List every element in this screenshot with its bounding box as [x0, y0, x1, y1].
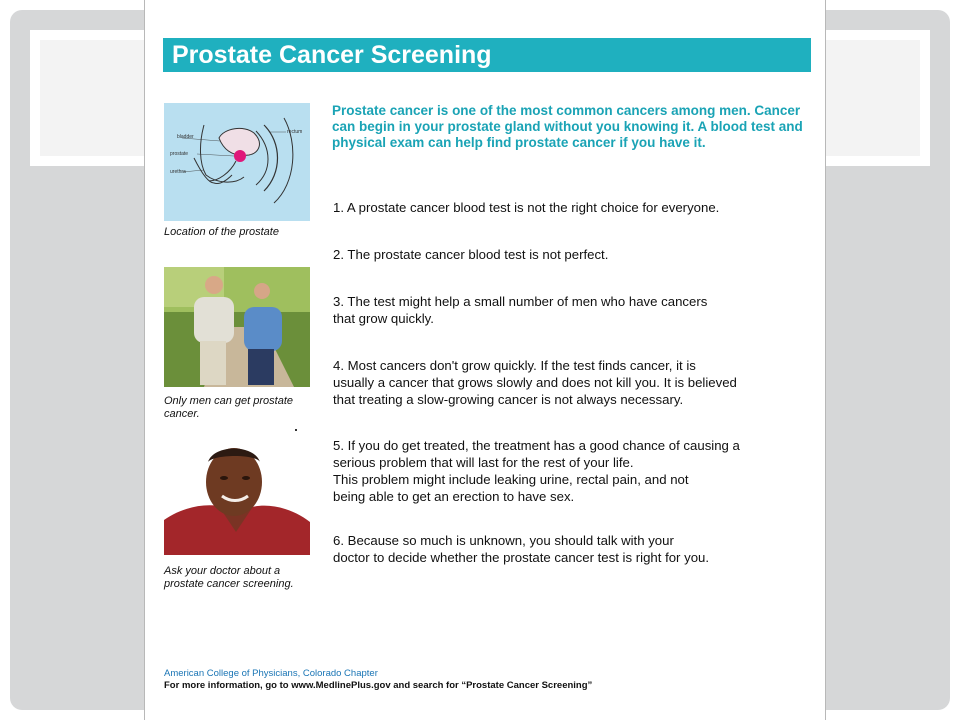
point-line: This problem might include leaking urine, rectal pain, and not: [333, 472, 689, 487]
point-3: [333, 293, 813, 327]
men-walking-illustration: [164, 267, 310, 387]
photo-men-walking: [164, 267, 310, 387]
caption-prostate-location: Location of the prostate: [164, 226, 279, 238]
caption-line: Only men can get prostate: [164, 395, 294, 407]
prostate-diagram: [164, 103, 310, 221]
caption-line: prostate cancer screening.: [164, 578, 294, 590]
caption-doctor: [164, 565, 324, 591]
point-line: 2. The prostate cancer blood test is not perfect.: [333, 247, 609, 262]
label-rectum: rectum: [287, 129, 303, 135]
point-line: usually a cancer that grows slowly and does not kill you. It is believed: [333, 375, 737, 390]
point-6: [333, 532, 813, 566]
point-line: 4. Most cancers don't grow quickly. If the test finds cancer, it is: [333, 358, 696, 373]
point-line: 5. If you do get treated, the treatment has a good chance of causing a: [333, 438, 740, 453]
point-line: 3. The test might help a small number of men who have cancers: [333, 294, 708, 309]
point-line: serious problem that will last for the rest of your life.: [333, 455, 634, 470]
portrait-illustration: [164, 440, 310, 555]
point-4: [333, 357, 813, 408]
point-1: [333, 199, 813, 216]
label-bladder: bladder: [177, 134, 194, 140]
label-prostate: prostate: [170, 151, 189, 157]
anatomy-illustration: [164, 103, 310, 221]
caption-men-walking: [164, 395, 324, 421]
photo-older-man: [164, 440, 310, 555]
document-page: [144, 0, 826, 720]
point-line: being able to get an erection to have sex.: [333, 489, 575, 504]
decorative-dot: [295, 429, 297, 431]
point-line: doctor to decide whether the prostate cancer test is right for you.: [333, 550, 710, 565]
footer-more-info: For more information, go to www.MedlinePlus.gov and search for “Prostate Cancer Screening”: [164, 680, 593, 691]
caption-line: Ask your doctor about a: [164, 565, 281, 577]
point-line: that grow quickly.: [333, 311, 434, 326]
point-line: 1. A prostate cancer blood test is not the right choice for everyone.: [333, 200, 720, 215]
footer-organization: American College of Physicians, Colorado Chapter: [164, 668, 378, 679]
point-5: [333, 437, 813, 505]
point-line: 6. Because so much is unknown, you should talk with your: [333, 533, 674, 548]
intro-paragraph: Prostate cancer is one of the most common cancers among men. Cancer can begin in your prostate gland without you knowing it. A blood test and physical exam can help find prostate cancer if you have it.: [332, 103, 803, 150]
point-line: that treating a slow-growing cancer is not always necessary.: [333, 392, 684, 407]
label-urethra: urethra: [170, 169, 186, 175]
point-2: [333, 246, 813, 263]
caption-line: cancer.: [164, 408, 200, 420]
page-title: Prostate Cancer Screening: [163, 38, 811, 72]
